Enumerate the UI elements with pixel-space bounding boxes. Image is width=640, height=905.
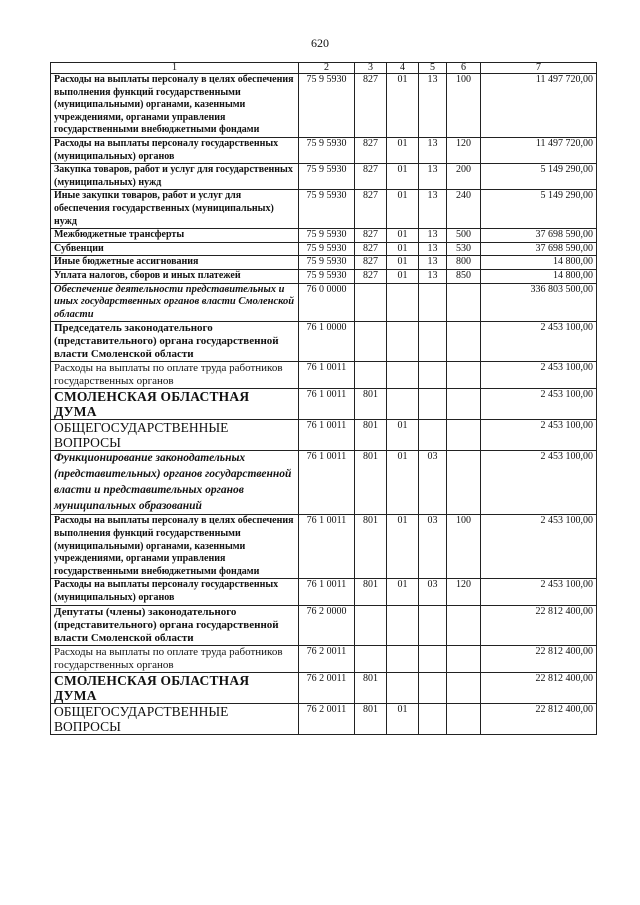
subsection-cell: 03 bbox=[419, 579, 447, 605]
target-code-cell: 76 1 0011 bbox=[299, 451, 355, 515]
expense-type-cell bbox=[447, 420, 481, 451]
table-row bbox=[51, 229, 597, 243]
section-cell bbox=[387, 389, 419, 420]
target-code-cell: 76 0 0000 bbox=[299, 283, 355, 322]
row-name-cell: ОБЩЕГОСУДАРСТВЕННЫЕ ВОПРОСЫ bbox=[51, 703, 299, 734]
section-cell bbox=[387, 283, 419, 322]
column-number-header bbox=[51, 63, 597, 74]
expense-type-cell: 120 bbox=[447, 137, 481, 163]
table-row bbox=[51, 256, 597, 270]
row-name-cell: Расходы на выплаты по оплате труда работников государственных органов bbox=[51, 362, 299, 389]
table-row bbox=[51, 420, 597, 451]
subsection-cell: 13 bbox=[419, 74, 447, 138]
expense-type-cell: 850 bbox=[447, 269, 481, 283]
amount-cell: 22 812 400,00 bbox=[481, 703, 597, 734]
target-code-cell: 76 2 0011 bbox=[299, 645, 355, 672]
expense-type-cell: 100 bbox=[447, 515, 481, 579]
row-name-cell: Расходы на выплаты персоналу государственных (муниципальных) органов bbox=[51, 137, 299, 163]
expense-type-cell: 500 bbox=[447, 229, 481, 243]
ministry-code-cell: 801 bbox=[355, 703, 387, 734]
ministry-code-cell: 801 bbox=[355, 579, 387, 605]
table-row bbox=[51, 137, 597, 163]
row-name-cell: Субвенции bbox=[51, 242, 299, 256]
table-row bbox=[51, 579, 597, 605]
section-cell: 01 bbox=[387, 74, 419, 138]
amount-cell: 336 803 500,00 bbox=[481, 283, 597, 322]
ministry-code-cell: 801 bbox=[355, 451, 387, 515]
row-name-cell: Закупка товаров, работ и услуг для государственных (муниципальных) нужд bbox=[51, 164, 299, 190]
amount-cell: 2 453 100,00 bbox=[481, 362, 597, 389]
subsection-cell: 13 bbox=[419, 229, 447, 243]
ministry-code-cell: 827 bbox=[355, 242, 387, 256]
ministry-code-cell: 827 bbox=[355, 164, 387, 190]
row-name-cell: Иные бюджетные ассигнования bbox=[51, 256, 299, 270]
ministry-code-cell bbox=[355, 362, 387, 389]
section-cell: 01 bbox=[387, 137, 419, 163]
amount-cell: 37 698 590,00 bbox=[481, 242, 597, 256]
section-cell bbox=[387, 322, 419, 362]
row-name-cell: Расходы на выплаты по оплате труда работников государственных органов bbox=[51, 645, 299, 672]
expense-type-cell bbox=[447, 605, 481, 645]
expense-type-cell bbox=[447, 672, 481, 703]
section-cell bbox=[387, 672, 419, 703]
subsection-cell bbox=[419, 389, 447, 420]
target-code-cell: 75 9 5930 bbox=[299, 229, 355, 243]
subsection-cell: 13 bbox=[419, 242, 447, 256]
target-code-cell: 75 9 5930 bbox=[299, 74, 355, 138]
table-row bbox=[51, 389, 597, 420]
ministry-code-cell: 801 bbox=[355, 515, 387, 579]
table-row bbox=[51, 283, 597, 322]
amount-cell: 14 800,00 bbox=[481, 269, 597, 283]
ministry-code-cell: 801 bbox=[355, 389, 387, 420]
section-cell: 01 bbox=[387, 703, 419, 734]
target-code-cell: 76 1 0011 bbox=[299, 420, 355, 451]
target-code-cell: 76 2 0000 bbox=[299, 605, 355, 645]
expense-type-cell bbox=[447, 645, 481, 672]
expense-type-cell bbox=[447, 283, 481, 322]
subsection-cell: 13 bbox=[419, 164, 447, 190]
subsection-cell bbox=[419, 362, 447, 389]
section-cell: 01 bbox=[387, 256, 419, 270]
section-cell: 01 bbox=[387, 242, 419, 256]
row-name-cell: Расходы на выплаты персоналу государственных (муниципальных) органов bbox=[51, 579, 299, 605]
expense-type-cell bbox=[447, 451, 481, 515]
subsection-cell bbox=[419, 703, 447, 734]
table-row bbox=[51, 605, 597, 645]
row-name-cell: Функционирование законодательных (представительных) органов государственной власти и представительных органов муниципальных образований bbox=[51, 451, 299, 515]
page-number: 620 bbox=[311, 36, 329, 50]
target-code-cell: 76 2 0011 bbox=[299, 672, 355, 703]
ministry-code-cell: 827 bbox=[355, 74, 387, 138]
table-row bbox=[51, 190, 597, 229]
table-row bbox=[51, 672, 597, 703]
table-row bbox=[51, 515, 597, 579]
section-cell: 01 bbox=[387, 229, 419, 243]
section-cell: 01 bbox=[387, 190, 419, 229]
target-code-cell: 75 9 5930 bbox=[299, 256, 355, 270]
ministry-code-cell bbox=[355, 283, 387, 322]
subsection-cell: 13 bbox=[419, 256, 447, 270]
subsection-cell bbox=[419, 283, 447, 322]
table-row bbox=[51, 451, 597, 515]
expense-type-cell: 240 bbox=[447, 190, 481, 229]
target-code-cell: 75 9 5930 bbox=[299, 137, 355, 163]
column-header: 7 bbox=[481, 63, 597, 74]
table-row bbox=[51, 242, 597, 256]
subsection-cell bbox=[419, 420, 447, 451]
amount-cell: 22 812 400,00 bbox=[481, 672, 597, 703]
ministry-code-cell: 801 bbox=[355, 672, 387, 703]
subsection-cell bbox=[419, 672, 447, 703]
table-row bbox=[51, 74, 597, 138]
section-cell bbox=[387, 645, 419, 672]
section-cell: 01 bbox=[387, 451, 419, 515]
subsection-cell: 13 bbox=[419, 190, 447, 229]
expense-type-cell bbox=[447, 322, 481, 362]
amount-cell: 5 149 290,00 bbox=[481, 164, 597, 190]
row-name-cell: Депутаты (члены) законодательного (представительного) органа государственной власти Смоленской области bbox=[51, 605, 299, 645]
expense-type-cell bbox=[447, 362, 481, 389]
budget-table bbox=[50, 62, 597, 735]
row-name-cell: ОБЩЕГОСУДАРСТВЕННЫЕ ВОПРОСЫ bbox=[51, 420, 299, 451]
table-row bbox=[51, 362, 597, 389]
row-name-cell: Обеспечение деятельности представительных и иных государственных органов власти Смоленской области bbox=[51, 283, 299, 322]
expense-type-cell: 100 bbox=[447, 74, 481, 138]
column-header: 4 bbox=[387, 63, 419, 74]
row-name-cell: Расходы на выплаты персоналу в целях обеспечения выполнения функций государственными (муниципальными) органами, казенными учреждениями, органами управления государственными внебюджетными фондами bbox=[51, 515, 299, 579]
section-cell bbox=[387, 605, 419, 645]
section-cell: 01 bbox=[387, 164, 419, 190]
expense-type-cell: 530 bbox=[447, 242, 481, 256]
target-code-cell: 75 9 5930 bbox=[299, 269, 355, 283]
ministry-code-cell: 827 bbox=[355, 229, 387, 243]
ministry-code-cell bbox=[355, 645, 387, 672]
expense-type-cell: 800 bbox=[447, 256, 481, 270]
amount-cell: 11 497 720,00 bbox=[481, 137, 597, 163]
amount-cell: 37 698 590,00 bbox=[481, 229, 597, 243]
ministry-code-cell: 827 bbox=[355, 137, 387, 163]
target-code-cell: 76 2 0011 bbox=[299, 703, 355, 734]
section-cell bbox=[387, 362, 419, 389]
row-name-cell: СМОЛЕНСКАЯ ОБЛАСТНАЯ ДУМА bbox=[51, 389, 299, 420]
table-row bbox=[51, 269, 597, 283]
subsection-cell: 13 bbox=[419, 137, 447, 163]
target-code-cell: 76 1 0011 bbox=[299, 362, 355, 389]
subsection-cell bbox=[419, 645, 447, 672]
column-header: 6 bbox=[447, 63, 481, 74]
amount-cell: 2 453 100,00 bbox=[481, 420, 597, 451]
target-code-cell: 76 1 0011 bbox=[299, 389, 355, 420]
amount-cell: 2 453 100,00 bbox=[481, 389, 597, 420]
row-name-cell: Уплата налогов, сборов и иных платежей bbox=[51, 269, 299, 283]
section-cell: 01 bbox=[387, 269, 419, 283]
amount-cell: 2 453 100,00 bbox=[481, 451, 597, 515]
row-name-cell: Председатель законодательного (представительного) органа государственной власти Смоленской области bbox=[51, 322, 299, 362]
amount-cell: 2 453 100,00 bbox=[481, 579, 597, 605]
target-code-cell: 76 1 0000 bbox=[299, 322, 355, 362]
row-name-cell: СМОЛЕНСКАЯ ОБЛАСТНАЯ ДУМА bbox=[51, 672, 299, 703]
ministry-code-cell: 827 bbox=[355, 190, 387, 229]
amount-cell: 11 497 720,00 bbox=[481, 74, 597, 138]
section-cell: 01 bbox=[387, 515, 419, 579]
expense-type-cell: 120 bbox=[447, 579, 481, 605]
table-row bbox=[51, 645, 597, 672]
ministry-code-cell bbox=[355, 605, 387, 645]
target-code-cell: 75 9 5930 bbox=[299, 164, 355, 190]
amount-cell: 5 149 290,00 bbox=[481, 190, 597, 229]
table-row bbox=[51, 703, 597, 734]
subsection-cell: 13 bbox=[419, 269, 447, 283]
row-name-cell: Межбюджетные трансферты bbox=[51, 229, 299, 243]
subsection-cell: 03 bbox=[419, 451, 447, 515]
ministry-code-cell: 801 bbox=[355, 420, 387, 451]
expense-type-cell: 200 bbox=[447, 164, 481, 190]
table-row bbox=[51, 164, 597, 190]
ministry-code-cell bbox=[355, 322, 387, 362]
amount-cell: 2 453 100,00 bbox=[481, 322, 597, 362]
amount-cell: 22 812 400,00 bbox=[481, 605, 597, 645]
column-header: 3 bbox=[355, 63, 387, 74]
section-cell: 01 bbox=[387, 420, 419, 451]
amount-cell: 22 812 400,00 bbox=[481, 645, 597, 672]
subsection-cell bbox=[419, 605, 447, 645]
target-code-cell: 75 9 5930 bbox=[299, 242, 355, 256]
column-header: 1 bbox=[51, 63, 299, 74]
expense-type-cell bbox=[447, 703, 481, 734]
target-code-cell: 76 1 0011 bbox=[299, 579, 355, 605]
table-row bbox=[51, 322, 597, 362]
amount-cell: 2 453 100,00 bbox=[481, 515, 597, 579]
target-code-cell: 75 9 5930 bbox=[299, 190, 355, 229]
target-code-cell: 76 1 0011 bbox=[299, 515, 355, 579]
subsection-cell bbox=[419, 322, 447, 362]
subsection-cell: 03 bbox=[419, 515, 447, 579]
expense-type-cell bbox=[447, 389, 481, 420]
ministry-code-cell: 827 bbox=[355, 256, 387, 270]
section-cell: 01 bbox=[387, 579, 419, 605]
ministry-code-cell: 827 bbox=[355, 269, 387, 283]
column-header: 5 bbox=[419, 63, 447, 74]
row-name-cell: Расходы на выплаты персоналу в целях обеспечения выполнения функций государственными (муниципальными) органами, казенными учреждениями, органами управления государственными внебюджетными фондами bbox=[51, 74, 299, 138]
row-name-cell: Иные закупки товаров, работ и услуг для обеспечения государственных (муниципальных) нужд bbox=[51, 190, 299, 229]
column-header: 2 bbox=[299, 63, 355, 74]
amount-cell: 14 800,00 bbox=[481, 256, 597, 270]
